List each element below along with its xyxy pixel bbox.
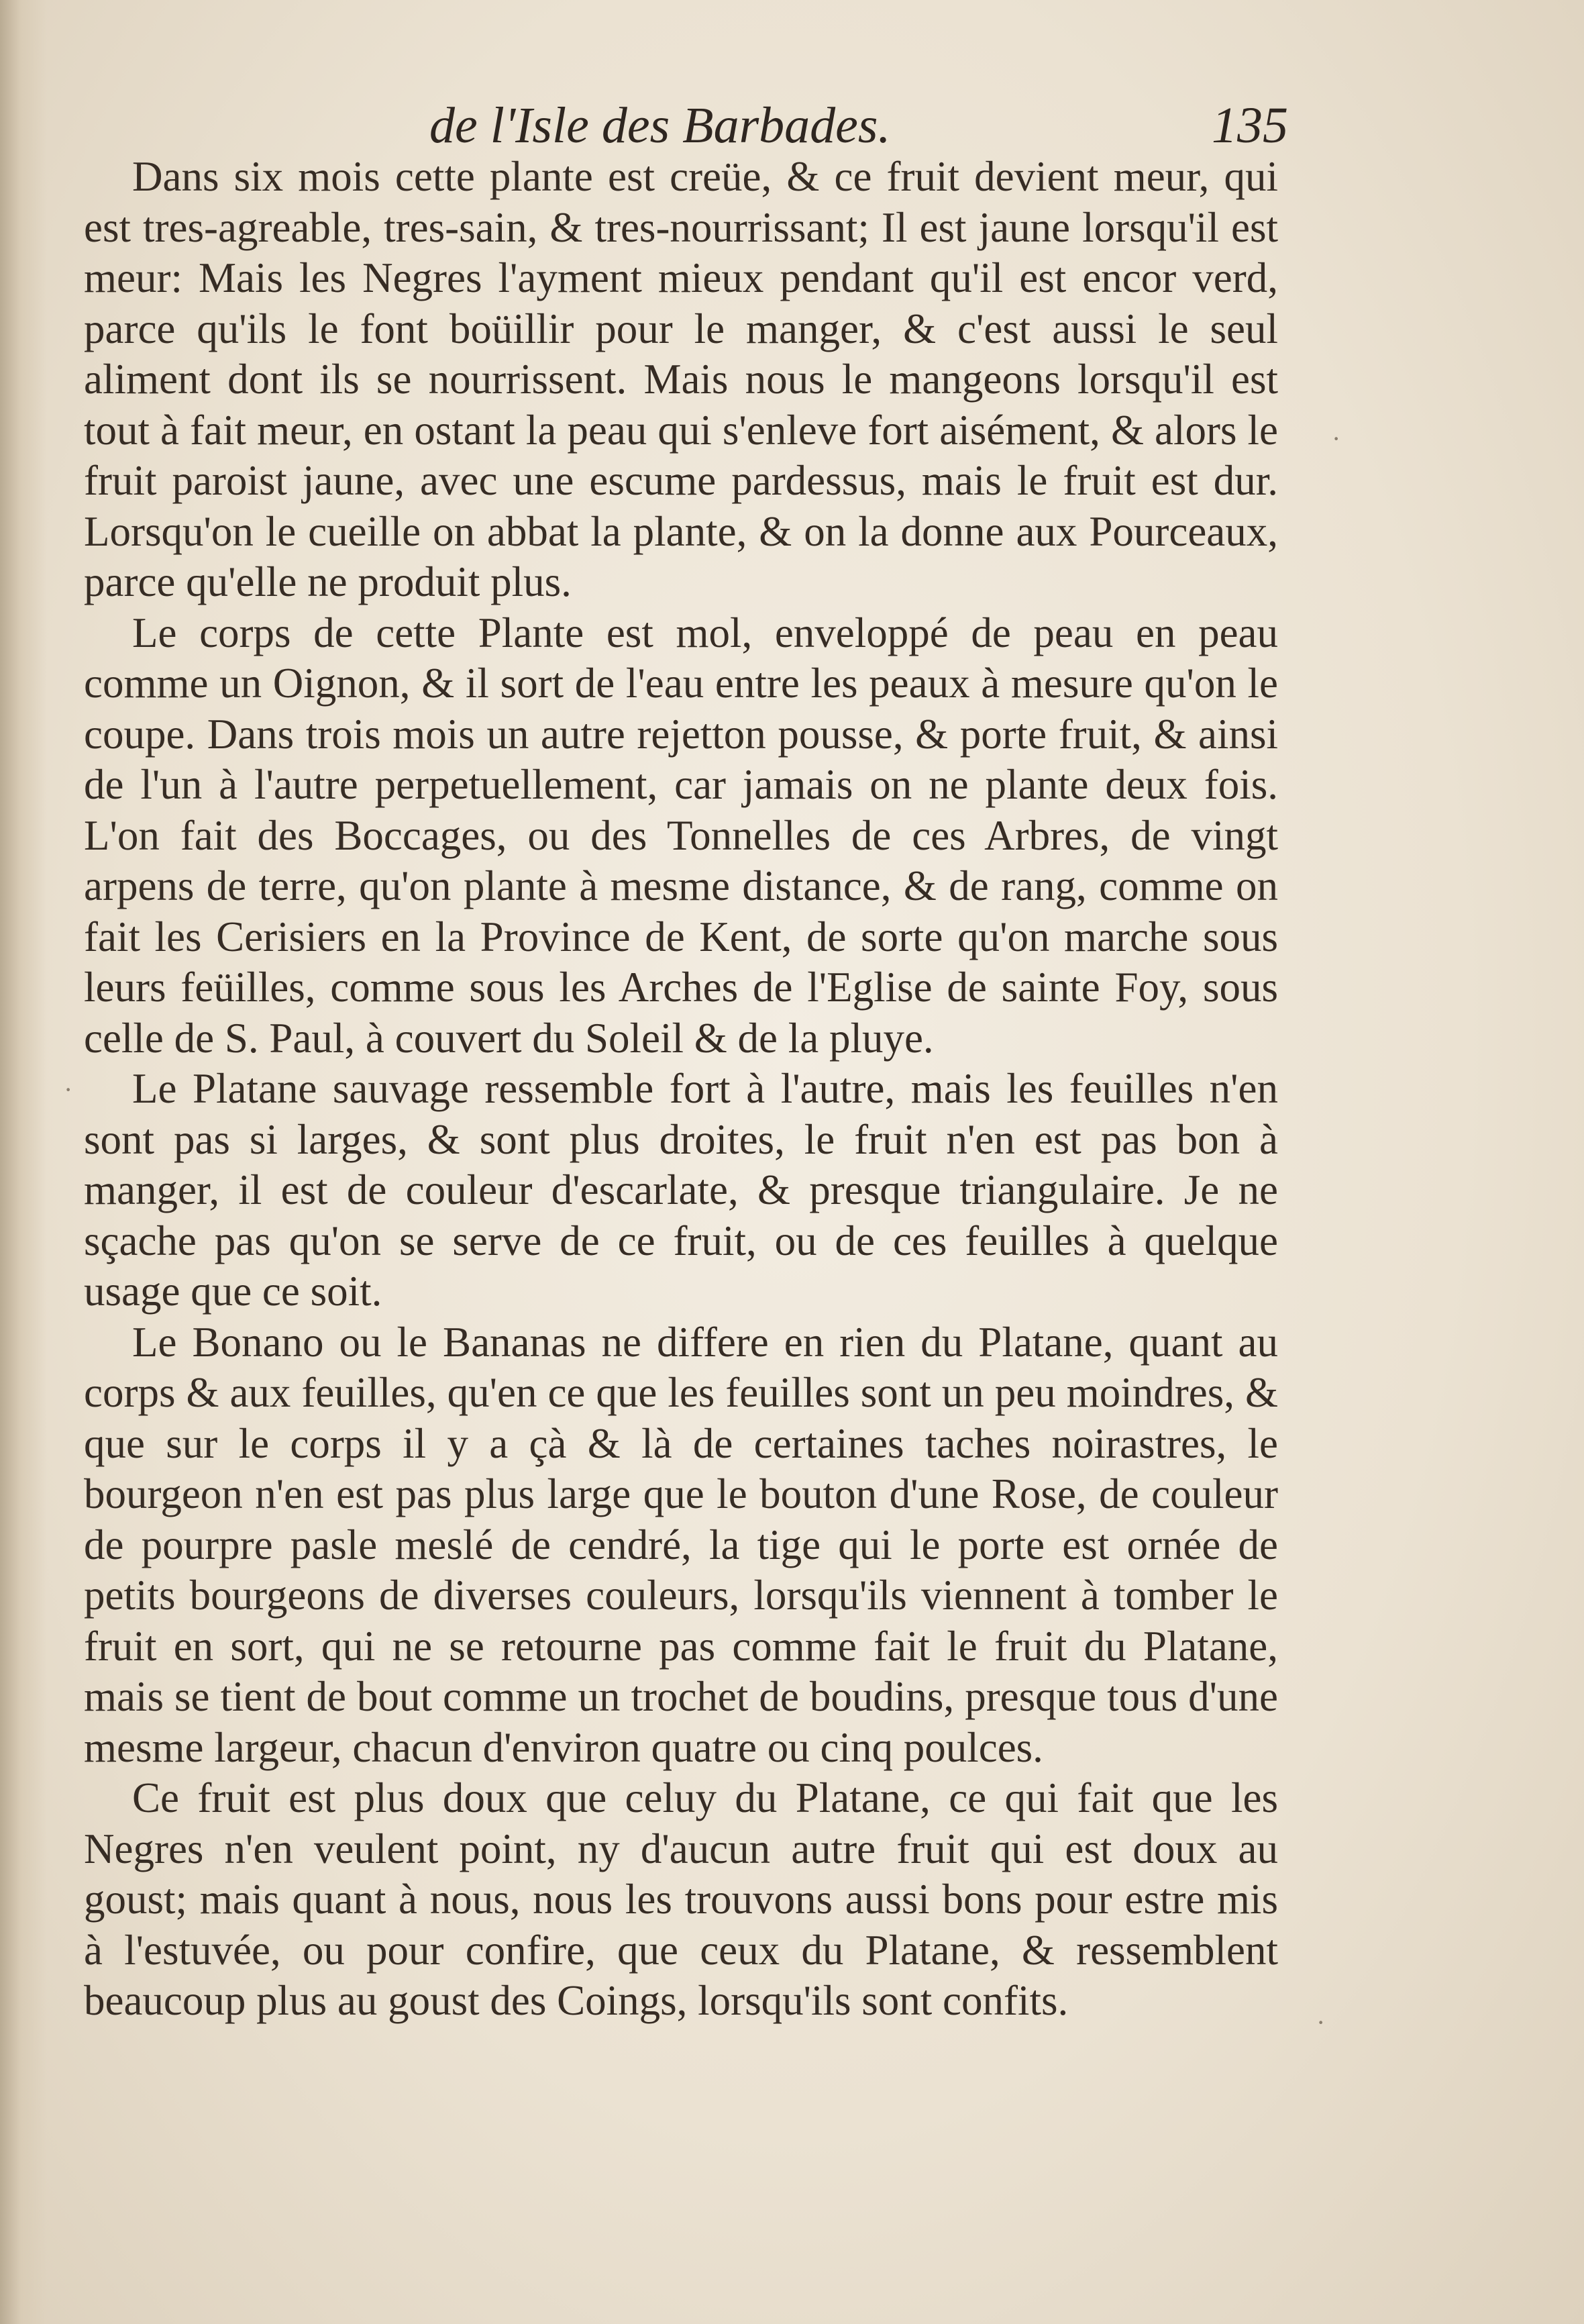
page-number: 135 [1212, 97, 1288, 154]
paragraph-2: Le corps de cette Plante est mol, enveloppé de peau en peau comme un Oignon, & il sort de l'eau entre les peaux à mesure qu'on le coupe. Dans trois mois un autre rejetton pousse, & porte fruit, & ainsi de l'un à l'autre perpetuellement, car jamais on ne plante deux fois. L'on fait des Boccages, ou des Tonnelles de ces Arbres, de vingt arpens de terre, qu'on plante à mesme distance, & de rang, comme on fait les Cerisiers en la Province de Kent, de sorte qu'on marche sous leurs feüilles, comme sous les Arches de l'Eglise de sainte Foy, sous celle de S. Paul, à couvert du Soleil & de la pluye. [84, 609, 1278, 1062]
margin-speck: · [1332, 423, 1341, 454]
paragraph-4: Le Bonano ou le Bananas ne differe en rien du Platane, quant au corps & aux feuilles, qu'en ce que les feuilles sont un peu moindres, & que sur le corps il y a çà & là de certaines taches noirastres, le bourgeon n'en est pas plus large que le bouton d'une Rose, de couleur de pourpre pasle meslé de cendré, la tige qui le porte est ornée de petits bourgeons de diverses couleurs, lorsqu'ils viennent à tomber le fruit en sort, qui ne se retourne pas comme fait le fruit du Platane, mais se tient de bout comme un trochet de boudins, presque tous d'une mesme largeur, chacun d'environ quatre ou cinq poulces. [84, 1318, 1278, 1771]
body-text [84, 152, 1278, 2027]
margin-speck: · [1316, 2007, 1326, 2037]
paragraph-3: Le Platane sauvage ressemble fort à l'autre, mais les feuilles n'en sont pas si larges, & sont plus droites, le fruit n'en est pas bon à manger, il est de couleur d'escarlate, & presque triangulaire. Je ne sçache pas qu'on se serve de ce fruit, ou de ces feuilles à quelque usage que ce soit. [84, 1065, 1278, 1315]
running-header: de l'Isle des Barbades. [429, 97, 891, 154]
paragraph-5: Ce fruit est plus doux que celuy du Platane, ce qui fait que les Negres n'en veulent point, ny d'aucun autre fruit qui est doux au goust; mais quant à nous, nous les trouvons aussi bons pour estre mis à l'estuvée, ou pour confire, que ceux du Platane, & ressemblent beaucoup plus au goust des Coings, lorsqu'ils sont confits. [84, 1774, 1278, 2024]
margin-speck: · [64, 1074, 73, 1105]
binding-gutter-shadow [0, 0, 47, 2324]
paragraph-1: Dans six mois cette plante est creüe, & ce fruit devient meur, qui est tres-agreable, tres-sain, & tres-nourrissant; Il est jaune lorsqu'il est meur: Mais les Negres l'ayment mieux pendant qu'il est encor verd, parce qu'ils le font boüillir pour le manger, & c'est aussi le seul aliment dont ils se nourrissent. Mais nous le mangeons lorsqu'il est tout à fait meur, en ostant la peau qui s'enleve fort aisément, & alors le fruit paroist jaune, avec une escume pardessus, mais le fruit est dur. Lorsqu'on le cueille on abbat la plante, & on la donne aux Pourceaux, parce qu'elle ne produit plus. [84, 153, 1278, 605]
